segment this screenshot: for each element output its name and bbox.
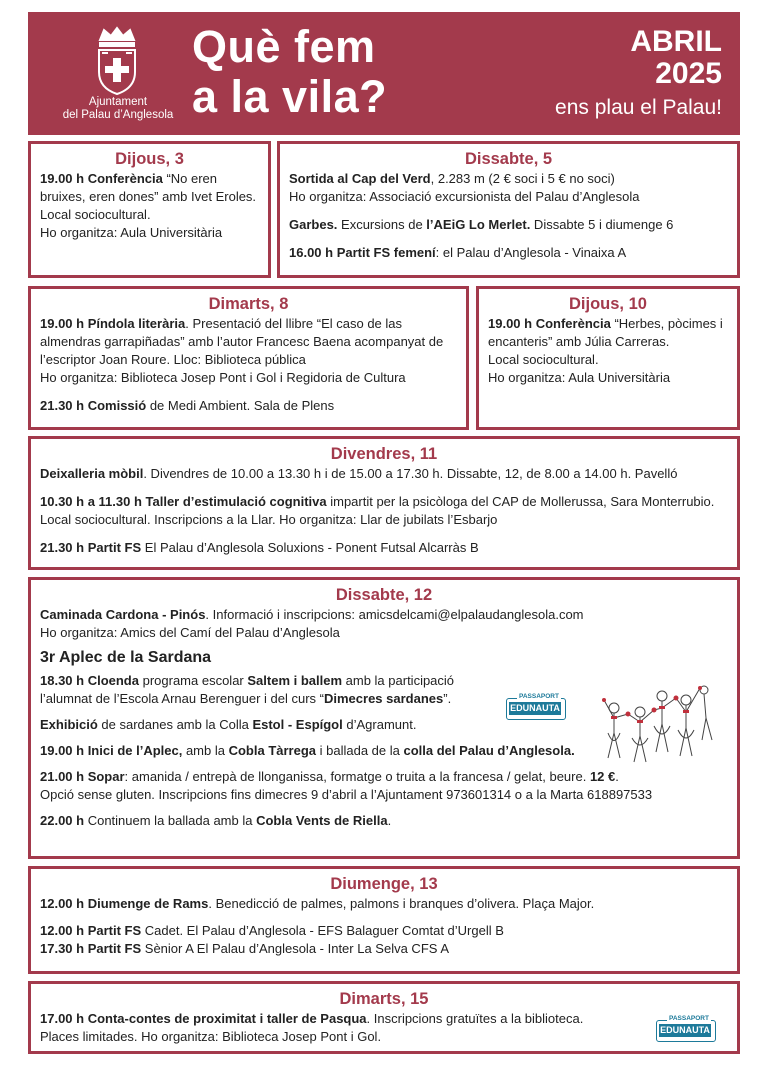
event-desc: El Palau d’Anglesola Soluxions - Ponent Futsal Alcarràs B bbox=[141, 540, 479, 555]
event-time: 12.00 h Partit FS bbox=[40, 923, 142, 938]
event-text bbox=[40, 672, 495, 708]
event-box-divendres-11 bbox=[28, 436, 740, 570]
title-line-1: Què fem bbox=[192, 21, 376, 72]
event-desc: i ballada de la bbox=[316, 743, 404, 758]
slogan: ens plau el Palau! bbox=[555, 96, 722, 119]
aplec-heading: 3r Aplec de la Sardana bbox=[40, 649, 212, 666]
event-desc: ”. bbox=[443, 691, 452, 706]
event-text bbox=[289, 244, 728, 262]
event-desc: programa escolar bbox=[138, 673, 248, 688]
event-place: Local sociocultural. bbox=[488, 352, 599, 367]
event-desc: : amanida / entrepà de llonganissa, formatge o truita a la francesa / gelat, beure. bbox=[124, 769, 590, 784]
event-time: 21.30 h Comissió bbox=[40, 398, 147, 413]
event-desc: “No eren bruixes, eren dones” amb Ivet Eroles. bbox=[40, 171, 257, 204]
event-price: 12 € bbox=[589, 769, 616, 784]
event-box-dissabte-5 bbox=[277, 141, 740, 278]
event-text bbox=[40, 170, 259, 206]
event-desc: . Inscripcions gratuïtes a la biblioteca. bbox=[366, 1011, 584, 1026]
event-text bbox=[40, 768, 728, 786]
event-text bbox=[40, 812, 728, 830]
event-organizer: Places limitades. Ho organitza: Biblioteca Josep Pont i Gol. bbox=[40, 1029, 382, 1044]
event-text bbox=[40, 895, 728, 913]
event-desc: . Divendres de 10.00 a 13.30 h i de 15.00 a 17.30 h. Dissabte, 12, de 8.00 a 14.00 h. Pavelló bbox=[143, 466, 678, 481]
event-time: 19.00 h Conferència bbox=[40, 171, 163, 186]
event-desc: de Medi Ambient. Sala de Plens bbox=[146, 398, 335, 413]
org-line-2: del Palau d’Anglesola bbox=[62, 109, 174, 121]
event-time: 12.00 h Diumenge de Rams bbox=[40, 896, 209, 911]
town-crest-icon bbox=[92, 26, 142, 96]
event-box-dimarts-8 bbox=[28, 286, 469, 430]
event-text bbox=[40, 922, 728, 940]
day-heading: Dissabte, 5 bbox=[464, 150, 553, 168]
event-time: 19.00 h Píndola literària bbox=[40, 316, 186, 331]
event-note: Opció sense gluten. Inscripcions fins dimecres 9 d’abril a l’Ajuntament 973601314 o a la Marta 618897533 bbox=[40, 787, 653, 802]
event-title: Caminada Cardona - Pinós bbox=[40, 607, 206, 622]
event-desc: : el Palau d’Anglesola - Vinaixa A bbox=[435, 245, 627, 260]
event-organizer: Ho organitza: Aula Universitària bbox=[40, 225, 223, 240]
event-desc: . Presentació del llibre “El caso de las almendras garrapiñadas” amb l’autor Francesc Baena acompanyat de l’escriptor Joan Roure. Lloc: Biblioteca pública bbox=[40, 316, 444, 367]
event-organizer: Ho organitza: Biblioteca Josep Pont i Gol i Regidoria de Cultura bbox=[40, 370, 406, 385]
day-heading: Dijous, 3 bbox=[115, 150, 184, 168]
event-time: 21.00 h Sopar bbox=[40, 769, 125, 784]
event-desc: , 2.283 m (2 € soci i 5 € no soci) bbox=[430, 171, 615, 186]
month-year bbox=[630, 26, 722, 90]
event-cobla: Cobla Vents de Riella bbox=[256, 813, 388, 828]
event-desc: d’Agramunt. bbox=[342, 717, 417, 732]
day-heading: Dimarts, 8 bbox=[208, 295, 289, 313]
organization-name bbox=[48, 96, 188, 122]
event-time: 19.00 h Conferència bbox=[488, 316, 611, 331]
event-text bbox=[40, 539, 728, 557]
event-course: Dimecres sardanes bbox=[323, 691, 444, 706]
event-time: 22.00 h bbox=[40, 813, 85, 828]
event-organizer: Ho organitza: Amics del Camí del Palau d’Anglesola bbox=[40, 625, 340, 640]
event-desc: de sardanes amb la Colla bbox=[97, 717, 253, 732]
header-banner bbox=[28, 12, 740, 135]
event-time: 16.00 h Partit FS femení bbox=[289, 245, 436, 260]
event-text bbox=[289, 170, 728, 188]
event-title: 17.00 h Conta-contes de proximitat i taller de Pasqua bbox=[40, 1011, 367, 1026]
edunauta-badge bbox=[506, 693, 566, 720]
day-heading: Divendres, 11 bbox=[330, 445, 438, 463]
event-text bbox=[40, 940, 728, 958]
event-org-name: l’AEiG Lo Merlet. bbox=[426, 217, 531, 232]
event-desc: . Benedicció de palmes, palmons i branques d’olivera. Plaça Major. bbox=[208, 896, 595, 911]
event-time: 21.30 h Partit FS bbox=[40, 540, 142, 555]
event-desc: amb la bbox=[182, 743, 229, 758]
year-label: 2025 bbox=[655, 57, 722, 90]
event-desc: Cadet. El Palau d’Anglesola - EFS Balaguer Comtat d’Urgell B bbox=[141, 923, 504, 938]
event-desc: . bbox=[387, 813, 392, 828]
event-desc: amb la participació l’alumnat de l’Escola Arnau Berenguer i del curs “ bbox=[40, 673, 455, 706]
event-text bbox=[40, 1010, 728, 1028]
event-desc: impartit per la psicòloga del CAP de Mollerussa, Sara Monterrubio. Local sociocultural. Inscripcions a la Llar. Ho organitza: Llar de jubilats l’Esbarjo bbox=[40, 494, 715, 527]
event-text bbox=[289, 216, 728, 234]
event-time: 18.30 h Cloenda bbox=[40, 673, 139, 688]
event-organizer: Ho organitza: Aula Universitària bbox=[488, 370, 671, 385]
event-text bbox=[488, 315, 728, 351]
event-desc: Sènior A El Palau d’Anglesola - Inter La Selva CFS A bbox=[141, 941, 449, 956]
event-time: 17.30 h Partit FS bbox=[40, 941, 142, 956]
event-colla: colla del Palau d’Anglesola. bbox=[403, 743, 575, 758]
badge-main-label: EDUNAUTA bbox=[510, 703, 560, 713]
badge-top-label: PASSAPORT bbox=[519, 693, 559, 700]
page-title bbox=[192, 22, 387, 122]
event-text bbox=[40, 465, 728, 483]
month-label: ABRIL bbox=[630, 25, 722, 58]
org-line-1: Ajuntament bbox=[88, 96, 148, 108]
sardana-dancers-illustration bbox=[596, 678, 714, 770]
event-cobla: Cobla Tàrrega bbox=[228, 743, 317, 758]
event-title: Deixalleria mòbil bbox=[40, 466, 144, 481]
event-text bbox=[40, 397, 457, 415]
event-text bbox=[40, 493, 728, 529]
event-title: Exhibició bbox=[40, 717, 98, 732]
edunauta-badge bbox=[656, 1015, 716, 1042]
day-heading: Diumenge, 13 bbox=[330, 875, 438, 893]
event-desc: “Herbes, pòcimes i encanteris” amb Júlia Carreras. bbox=[488, 316, 723, 349]
event-box-diumenge-13 bbox=[28, 866, 740, 974]
event-time: 10.30 h a 11.30 h Taller d’estimulació cognitiva bbox=[40, 494, 327, 509]
event-desc: . Informació i inscripcions: amicsdelcami@elpalaudanglesola.com bbox=[205, 607, 584, 622]
event-organizer: Ho organitza: Associació excursionista del Palau d’Anglesola bbox=[289, 189, 640, 204]
title-line-2: a la vila? bbox=[192, 71, 388, 122]
badge-main-label: EDUNAUTA bbox=[660, 1025, 710, 1035]
event-place: Local sociocultural. bbox=[40, 207, 151, 222]
event-time: 19.00 h Inici de l’Aplec, bbox=[40, 743, 183, 758]
event-box-dijous-3 bbox=[28, 141, 271, 278]
event-desc: Excursions de bbox=[337, 217, 427, 232]
event-title: Garbes. bbox=[289, 217, 338, 232]
day-heading: Dissabte, 12 bbox=[335, 586, 433, 604]
event-desc: Continuem la ballada amb la bbox=[84, 813, 257, 828]
event-program: Saltem i ballem bbox=[247, 673, 343, 688]
event-desc: . bbox=[615, 769, 619, 784]
event-box-dimarts-15 bbox=[28, 981, 740, 1054]
event-title: Sortida al Cap del Verd bbox=[289, 171, 431, 186]
event-box-dijous-10 bbox=[476, 286, 740, 430]
event-text bbox=[40, 315, 457, 369]
event-text bbox=[40, 606, 728, 624]
day-heading: Dimarts, 15 bbox=[339, 990, 429, 1008]
event-desc: Dissabte 5 i diumenge 6 bbox=[530, 217, 674, 232]
event-colla: Estol - Espígol bbox=[252, 717, 343, 732]
badge-top-label: PASSAPORT bbox=[669, 1015, 709, 1022]
day-heading: Dijous, 10 bbox=[569, 295, 647, 313]
